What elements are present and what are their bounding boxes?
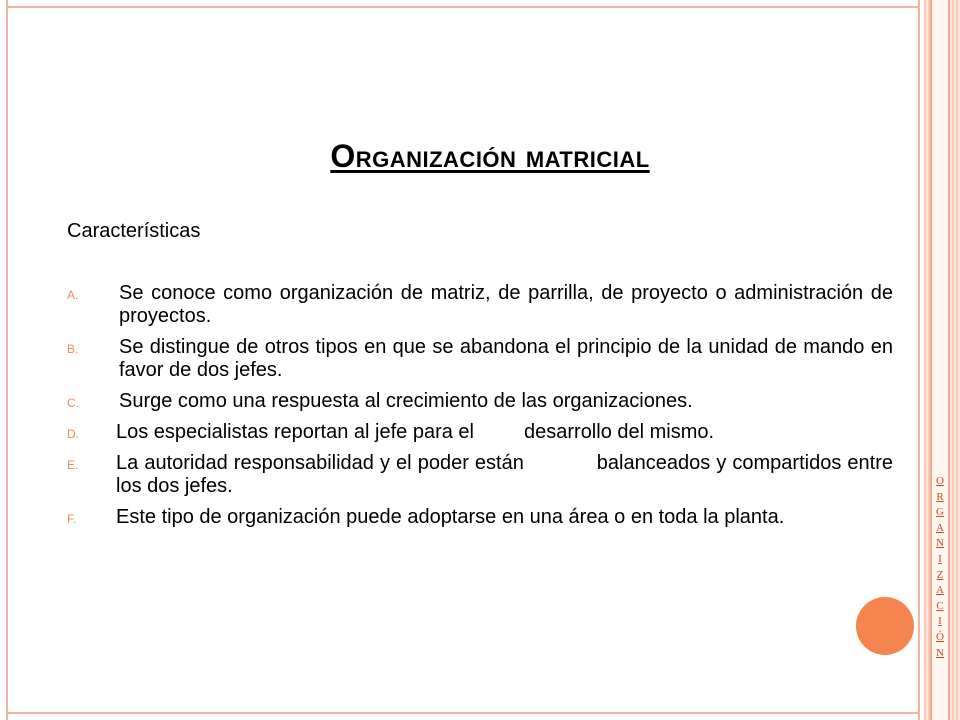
slide-subtitle: Características (67, 220, 201, 242)
list-marker: F. (67, 512, 77, 526)
frame-left-line (6, 0, 8, 720)
list-marker: B. (67, 342, 79, 356)
side-letter: R (936, 490, 944, 503)
side-letter: A (936, 584, 944, 597)
list-item-text: Se conoce como organización de matriz, de parrilla, de proyecto o administración de proyectos. (119, 282, 893, 327)
side-letter: Ó (936, 630, 944, 643)
side-letter: G (936, 506, 944, 519)
side-letter: N (936, 537, 944, 550)
list-item (67, 390, 893, 413)
side-letter: C (936, 599, 944, 612)
list-marker: A. (67, 288, 79, 302)
list-item (67, 336, 893, 382)
side-vertical-text (930, 474, 950, 661)
list-marker: D. (67, 427, 79, 441)
list-item-text: Se distingue de otros tipos en que se abandona el principio de la unidad de mando en favor de dos jefes. (119, 336, 893, 381)
list-item (67, 452, 899, 498)
side-letter: A (936, 521, 944, 534)
side-letter: I (938, 552, 942, 565)
list-item (67, 506, 893, 529)
list-item-text: Los especialistas reportan al jefe para el desarrollo del mismo. (116, 421, 715, 443)
list-marker: E. (67, 458, 79, 472)
decorative-circle (856, 597, 914, 655)
list-item-text: La autoridad responsabilidad y el poder están balanceados y compartidos entre los dos jefes. (116, 452, 899, 497)
side-letter: I (938, 615, 942, 628)
frame-top-line (6, 6, 920, 8)
list-marker: C. (67, 396, 79, 410)
list-item (67, 421, 893, 444)
frame-bottom-line (6, 712, 920, 714)
list-item (67, 282, 893, 328)
list-item-text: Surge como una respuesta al crecimiento de las organizaciones. (119, 390, 693, 412)
side-letter: N (936, 646, 944, 659)
frame-right-line (918, 0, 920, 720)
list-item-text: Este tipo de organización puede adoptarse en una área o en toda la planta. (116, 506, 785, 528)
side-letter: Z (936, 568, 944, 581)
bullet-list (67, 282, 899, 537)
slide-title: Organización matricial (330, 138, 650, 174)
side-letter: O (936, 475, 944, 487)
